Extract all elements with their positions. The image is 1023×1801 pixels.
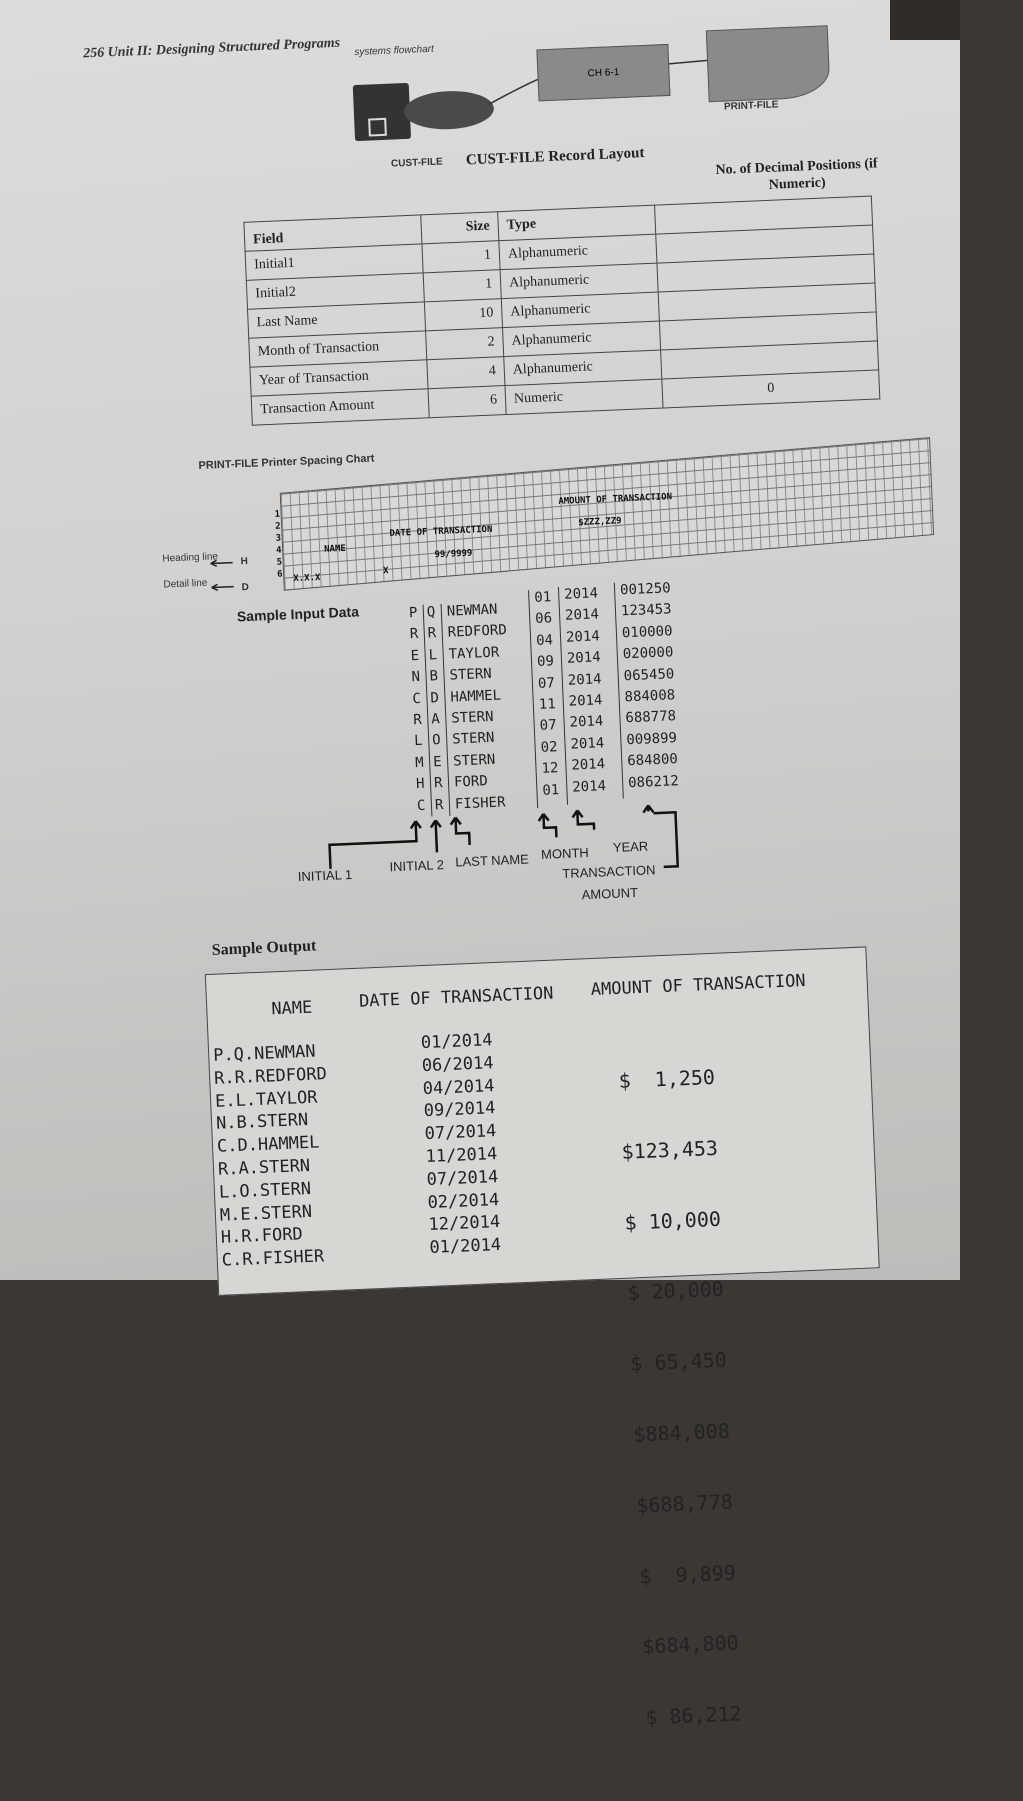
amount-cell: 020000 bbox=[622, 644, 674, 663]
amount-cell: 684800 bbox=[626, 751, 679, 770]
output-date: 01/2014 bbox=[429, 1235, 502, 1259]
amount-cell: 688778 bbox=[625, 708, 677, 727]
month-cell: 07 bbox=[537, 674, 556, 692]
initial1-cell: C bbox=[412, 690, 422, 707]
month-cell: 01 bbox=[542, 781, 560, 799]
output-name: R.R.REDFORD bbox=[213, 1063, 328, 1089]
output-name: P.Q.NEWMAN bbox=[212, 1041, 316, 1066]
output-amount: $ 20,000 bbox=[627, 1277, 725, 1306]
heading-amount: AMOUNT OF TRANSACTION bbox=[558, 492, 673, 507]
input-file-label: CUST-FILE bbox=[390, 156, 443, 170]
output-date: 06/2014 bbox=[421, 1052, 494, 1076]
output-date: 04/2014 bbox=[422, 1075, 495, 1099]
detail-name: X.X.X bbox=[293, 572, 321, 585]
output-date: 02/2014 bbox=[427, 1189, 500, 1213]
type-cell: Alphanumeric bbox=[504, 350, 662, 386]
amount-cell: 086212 bbox=[627, 772, 680, 791]
heading-line-label: Heading line bbox=[162, 551, 219, 565]
output-date: 01/2014 bbox=[420, 1030, 493, 1054]
month-cell: 11 bbox=[538, 696, 557, 713]
month-cell: 12 bbox=[541, 760, 559, 778]
initial1-cell: E bbox=[410, 647, 420, 665]
initial1-cell: N bbox=[411, 669, 421, 686]
output-name: C.D.HAMMEL bbox=[216, 1132, 320, 1157]
initial2-cell: O bbox=[431, 732, 442, 749]
initial2-callout: INITIAL 2 bbox=[389, 857, 445, 875]
month-cell: 07 bbox=[539, 717, 557, 735]
output-name: N.B.STERN bbox=[215, 1110, 309, 1135]
month-column bbox=[534, 587, 560, 802]
amount-cell: 009899 bbox=[626, 730, 678, 749]
year-cell: 2014 bbox=[563, 585, 599, 603]
type-cell: Alphanumeric bbox=[500, 263, 658, 299]
month-cell: 02 bbox=[540, 739, 558, 756]
month-callout: MONTH bbox=[540, 844, 590, 862]
initial1-cell: H bbox=[415, 776, 425, 793]
output-amount-header: AMOUNT OF TRANSACTION bbox=[590, 971, 807, 1000]
field-header: Field bbox=[244, 215, 422, 251]
diskette-icon bbox=[353, 83, 411, 141]
last-name-column bbox=[446, 599, 514, 815]
output-file-label: PRINT-FILE bbox=[723, 99, 779, 113]
output-name: C.R.FISHER bbox=[221, 1246, 325, 1271]
initial1-cell: P bbox=[408, 604, 418, 622]
output-date: 07/2014 bbox=[424, 1121, 497, 1145]
field-cell: Month of Transaction bbox=[249, 331, 427, 367]
month-cell: 06 bbox=[534, 610, 553, 628]
initial2-cell: D bbox=[430, 689, 440, 707]
output-amount: $ 10,000 bbox=[624, 1206, 722, 1235]
flowchart-title: systems flowchart bbox=[354, 43, 435, 59]
last-name-cell: STERN bbox=[452, 751, 496, 770]
amount-callout: TRANSACTION AMOUNT bbox=[562, 862, 656, 903]
row-number: 6 bbox=[276, 569, 283, 580]
size-header: Size bbox=[421, 212, 499, 244]
initial2-cell: Q bbox=[426, 604, 436, 621]
initial2-cell: R bbox=[427, 625, 437, 642]
process-label: CH 6-1 bbox=[587, 66, 620, 79]
output-amount: $684,800 bbox=[641, 1630, 740, 1659]
heading-name: NAME bbox=[323, 543, 347, 555]
last-name-callout: LAST NAME bbox=[455, 851, 530, 870]
year-cell: 2014 bbox=[570, 735, 605, 753]
row-number: 3 bbox=[275, 533, 282, 544]
page-header: 256 Unit II: Designing Structured Programs bbox=[82, 35, 341, 62]
output-amount: $ 86,212 bbox=[644, 1701, 743, 1730]
year-cell: 2014 bbox=[566, 649, 601, 667]
initial1-cell: R bbox=[409, 626, 419, 643]
detail-date: 99/9999 bbox=[434, 548, 473, 561]
disk-icon bbox=[403, 89, 495, 131]
size-cell: 1 bbox=[423, 270, 501, 302]
line-arrows bbox=[202, 557, 283, 594]
type-header: Type bbox=[498, 205, 656, 241]
row-number: 5 bbox=[276, 557, 283, 568]
sample-output-title: Sample Output bbox=[211, 937, 317, 959]
last-name-cell: HAMMEL bbox=[450, 687, 502, 706]
amount-cell: 001250 bbox=[619, 580, 671, 599]
field-cell: Last Name bbox=[248, 302, 426, 338]
output-amount: $ 1,250 bbox=[618, 1064, 716, 1093]
amount-cell: 010000 bbox=[621, 623, 673, 642]
initial2-cell: L bbox=[428, 646, 438, 664]
output-date-header: DATE OF TRANSACTION bbox=[358, 983, 554, 1012]
initial1-cell: C bbox=[416, 797, 426, 814]
size-cell: 10 bbox=[424, 299, 502, 331]
row-number: 4 bbox=[275, 545, 282, 556]
type-cell: Alphanumeric bbox=[503, 321, 661, 357]
initial2-cell: R bbox=[434, 796, 444, 814]
output-name: H.R.FORD bbox=[220, 1224, 304, 1249]
output-name-header: NAME bbox=[270, 997, 313, 1020]
record-layout-table bbox=[243, 196, 880, 426]
field-cell: Year of Transaction bbox=[250, 360, 428, 396]
year-cell: 2014 bbox=[568, 692, 603, 710]
initial2-cell: E bbox=[432, 753, 442, 771]
row-number: 2 bbox=[274, 521, 281, 532]
output-date: 09/2014 bbox=[423, 1098, 496, 1122]
amount-column bbox=[620, 578, 679, 794]
document-icon bbox=[706, 25, 831, 102]
amount-cell: 884008 bbox=[624, 687, 676, 706]
field-cell: Initial1 bbox=[245, 244, 423, 280]
decimal-header: No. of Decimal Positions (if Numeric) bbox=[715, 156, 878, 193]
size-cell: 2 bbox=[426, 328, 504, 360]
field-cell: Initial2 bbox=[246, 273, 424, 309]
year-cell: 2014 bbox=[567, 670, 602, 689]
output-dates bbox=[420, 1030, 501, 1261]
output-names bbox=[213, 1041, 335, 1273]
month-cell: 09 bbox=[536, 653, 555, 671]
amount-cell: 065450 bbox=[623, 665, 675, 684]
detail-x: X bbox=[382, 566, 389, 577]
amount-cell: 123453 bbox=[620, 601, 672, 620]
output-date: 11/2014 bbox=[425, 1144, 498, 1168]
last-name-cell: STERN bbox=[449, 666, 493, 684]
row-number: 1 bbox=[274, 509, 281, 520]
decimal-cell: 0 bbox=[662, 370, 880, 408]
last-name-cell: FISHER bbox=[454, 794, 506, 813]
last-name-cell: NEWMAN bbox=[446, 601, 498, 620]
size-cell: 4 bbox=[427, 357, 505, 389]
sample-input-title: Sample Input Data bbox=[236, 603, 360, 625]
output-date: 12/2014 bbox=[428, 1212, 501, 1236]
initial1-callout: INITIAL 1 bbox=[297, 866, 353, 885]
output-amount: $884,008 bbox=[632, 1418, 731, 1447]
year-callout: YEAR bbox=[612, 838, 649, 855]
last-name-cell: STERN bbox=[451, 730, 495, 749]
output-name: E.L.TAYLOR bbox=[214, 1087, 318, 1112]
year-column bbox=[564, 583, 607, 798]
last-name-cell: REDFORD bbox=[447, 622, 508, 642]
detail-amount: $ZZZ,ZZ9 bbox=[578, 516, 622, 529]
output-name: R.A.STERN bbox=[217, 1155, 311, 1180]
year-cell: 2014 bbox=[571, 756, 606, 774]
output-amount: $123,453 bbox=[621, 1135, 719, 1164]
output-date: 07/2014 bbox=[426, 1166, 499, 1190]
spacing-chart-title: PRINT-FILE Printer Spacing Chart bbox=[198, 452, 375, 472]
year-cell: 2014 bbox=[565, 628, 601, 646]
process-box bbox=[536, 44, 670, 101]
record-layout-title: CUST-FILE Record Layout bbox=[465, 145, 645, 169]
month-cell: 01 bbox=[534, 589, 552, 607]
output-amount: $688,778 bbox=[635, 1489, 734, 1518]
last-name-cell: TAYLOR bbox=[448, 644, 500, 663]
initial2-cell: R bbox=[433, 775, 443, 792]
detail-code: D bbox=[241, 581, 250, 594]
size-cell: 6 bbox=[428, 386, 506, 418]
field-cell: Transaction Amount bbox=[251, 389, 429, 425]
type-cell: Alphanumeric bbox=[501, 292, 659, 328]
year-cell: 2014 bbox=[569, 713, 604, 732]
size-cell: 1 bbox=[422, 241, 500, 273]
output-amount: $ 65,450 bbox=[630, 1347, 728, 1376]
output-name: M.E.STERN bbox=[219, 1201, 313, 1226]
heading-code: H bbox=[240, 555, 249, 568]
output-name: L.O.STERN bbox=[218, 1178, 312, 1203]
last-name-cell: FORD bbox=[453, 773, 489, 791]
last-name-cell: STERN bbox=[451, 708, 494, 727]
initial2-cell: A bbox=[431, 711, 441, 728]
initial1-cell: L bbox=[413, 733, 424, 750]
detail-line-label: Detail line bbox=[163, 577, 208, 591]
initial2-cell: B bbox=[429, 668, 439, 685]
year-cell: 2014 bbox=[564, 606, 600, 625]
initial1-cell: M bbox=[414, 754, 424, 771]
spacing-chart-grid bbox=[280, 437, 934, 591]
type-cell: Numeric bbox=[505, 379, 663, 415]
year-cell: 2014 bbox=[571, 777, 607, 796]
output-amount: $ 9,899 bbox=[638, 1560, 737, 1589]
heading-date: DATE OF TRANSACTION bbox=[389, 524, 493, 540]
month-cell: 04 bbox=[535, 632, 554, 649]
initial1-cell: R bbox=[413, 711, 423, 729]
type-cell: Alphanumeric bbox=[499, 234, 657, 270]
